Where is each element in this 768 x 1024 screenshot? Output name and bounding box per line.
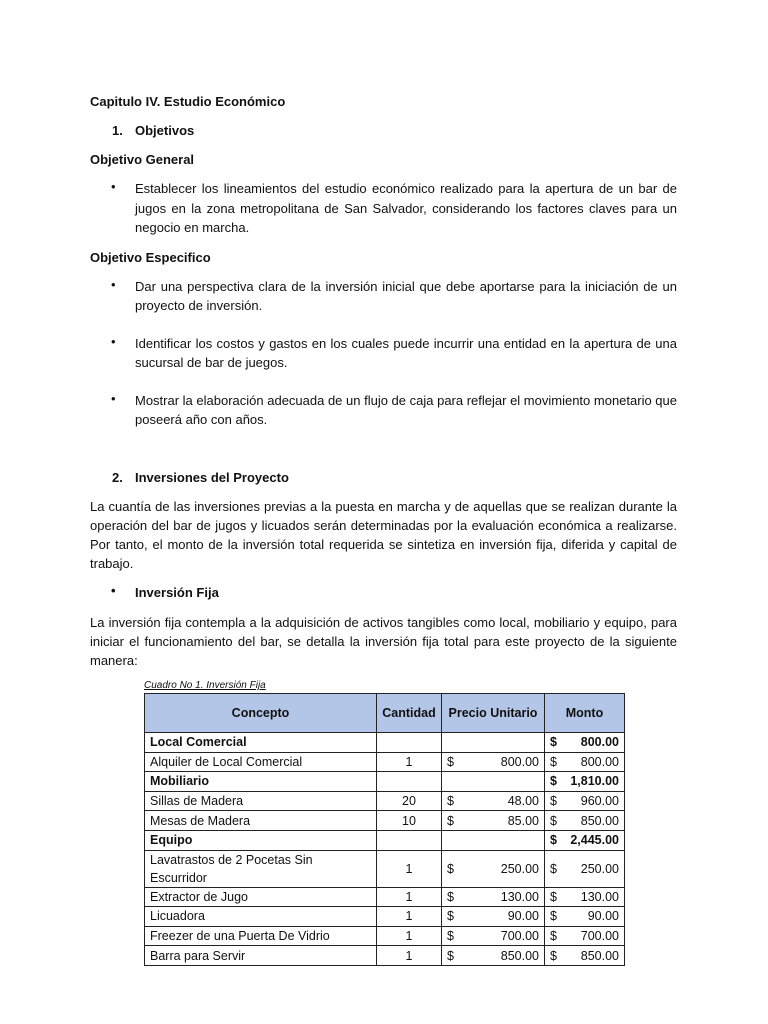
bullet-icon: •: [111, 276, 116, 292]
amount-value: 960.00: [580, 794, 619, 809]
cell-amount: [545, 772, 625, 792]
price-value: 48.00: [507, 794, 539, 809]
amount-value: 90.00: [587, 909, 619, 924]
table-header-row: [145, 694, 625, 733]
list-item: [90, 277, 677, 316]
cell-quantity: 20: [377, 791, 442, 811]
cell-unit-price: [442, 772, 545, 792]
currency-symbol: $: [550, 754, 557, 769]
cell-amount: [545, 926, 625, 946]
cell-unit-price: [442, 850, 545, 887]
currency-symbol: $: [550, 833, 557, 848]
bullet-text: Identificar los costos y gastos en los cuales puede incurrir una entidad en la apertura de una sucursal de bar de juegos.: [135, 335, 677, 370]
section-number: 2.: [112, 469, 123, 485]
cell-concept: Freezer de una Puerta De Vidrio: [145, 926, 377, 946]
bullet-text: Mostrar la elaboración adecuada de un flujo de caja para reflejar el movimiento monetario que poseerá año con años.: [135, 392, 677, 427]
cell-unit-price: [442, 926, 545, 946]
bullet-icon: •: [111, 390, 116, 406]
cell-unit-price: [442, 907, 545, 927]
currency-symbol: $: [550, 889, 557, 904]
table-row: [145, 811, 625, 831]
section-objetivos-heading: [90, 121, 677, 140]
currency-symbol: $: [447, 948, 454, 963]
price-value: 800.00: [500, 754, 539, 769]
currency-symbol: $: [550, 909, 557, 924]
inversiones-intro-paragraph: La cuantía de las inversiones previas a la puesta en marcha y de aquellas que se realizan durante la operación del bar de jugos y licuados serán determinadas por la evaluación económica a realizarse. Por tanto, el monto de la inversión total requerida se sintetiza en inversión fija, diferida y capital de trabajo.: [90, 498, 677, 571]
cell-amount: [545, 791, 625, 811]
header-cantidad: Cantidad: [377, 694, 442, 733]
bullet-text: Dar una perspectiva clara de la inversión inicial que debe aportarse para la iniciación de un proyecto de inversión.: [135, 278, 677, 313]
currency-symbol: $: [550, 929, 557, 944]
table-row: [145, 946, 625, 966]
currency-symbol: $: [550, 774, 557, 789]
price-value: 700.00: [500, 929, 539, 944]
header-monto: Monto: [545, 694, 625, 733]
cell-quantity: [377, 772, 442, 792]
cell-amount: [545, 850, 625, 887]
cell-concept: Lavatrastos de 2 Pocetas Sin Escurridor: [145, 850, 377, 887]
cell-quantity: 1: [377, 946, 442, 966]
inversion-fija-table: [144, 693, 625, 966]
currency-symbol: $: [447, 929, 454, 944]
cell-unit-price: [442, 811, 545, 831]
amount-value: 850.00: [580, 813, 619, 828]
amount-value: 2,445.00: [570, 833, 619, 848]
price-value: 250.00: [500, 861, 539, 876]
currency-symbol: $: [447, 909, 454, 924]
cell-unit-price: [442, 791, 545, 811]
bullet-icon: •: [111, 179, 116, 194]
cell-unit-price: [442, 887, 545, 907]
price-value: 130.00: [500, 889, 539, 904]
currency-symbol: $: [550, 948, 557, 963]
table-row: [145, 907, 625, 927]
price-value: 85.00: [507, 813, 539, 828]
cell-quantity: 1: [377, 926, 442, 946]
table-group-row: [145, 772, 625, 792]
section-inversiones-heading: [90, 468, 677, 487]
cell-concept: Alquiler de Local Comercial: [145, 752, 377, 772]
cell-concept: Equipo: [145, 830, 377, 850]
amount-value: 250.00: [580, 861, 619, 876]
section-title: Inversiones del Proyecto: [135, 469, 289, 485]
inversion-fija-bullet: [90, 583, 677, 603]
currency-symbol: $: [447, 754, 454, 769]
section-title: Objetivos: [135, 123, 195, 138]
cell-unit-price: [442, 946, 545, 966]
list-item: [90, 391, 677, 430]
amount-value: 700.00: [580, 929, 619, 944]
objetivo-especifico-heading: Objetivo Especifico: [90, 249, 211, 265]
amount-value: 800.00: [580, 754, 619, 769]
cell-concept: Mesas de Madera: [145, 811, 377, 831]
header-precio-unitario: Precio Unitario: [442, 694, 545, 733]
section-number: 1.: [112, 123, 123, 138]
header-concepto: Concepto: [145, 694, 377, 733]
cell-concept: Extractor de Jugo: [145, 887, 377, 907]
cell-quantity: 10: [377, 811, 442, 831]
amount-value: 850.00: [580, 948, 619, 963]
chapter-title: Capitulo IV. Estudio Económico: [90, 94, 286, 109]
amount-value: 1,810.00: [570, 774, 619, 789]
cell-unit-price: [442, 830, 545, 850]
table-row: [145, 791, 625, 811]
table-row: [145, 752, 625, 772]
cell-concept: Licuadora: [145, 907, 377, 927]
cell-amount: [545, 752, 625, 772]
table-row: [145, 850, 625, 887]
cell-quantity: 1: [377, 887, 442, 907]
table-group-row: [145, 733, 625, 753]
cell-quantity: 1: [377, 907, 442, 927]
table-row: [145, 887, 625, 907]
price-value: 90.00: [507, 909, 539, 924]
bullet-text: Establecer los lineamientos del estudio económico realizado para la apertura de un bar de jugos en la zona metropolitana de San Salvador, considerando los factores claves para un negocio en marcha.: [135, 181, 677, 235]
objetivo-general-heading: Objetivo General: [90, 152, 195, 167]
cell-amount: [545, 733, 625, 753]
cell-concept: Barra para Servir: [145, 946, 377, 966]
cell-unit-price: [442, 733, 545, 753]
price-value: 850.00: [500, 948, 539, 963]
list-item: [90, 179, 677, 238]
currency-symbol: $: [550, 861, 557, 876]
cell-concept: Mobiliario: [145, 772, 377, 792]
currency-symbol: $: [447, 794, 454, 809]
currency-symbol: $: [550, 794, 557, 809]
cell-quantity: 1: [377, 850, 442, 887]
amount-value: 130.00: [580, 889, 619, 904]
amount-value: 800.00: [580, 735, 619, 750]
currency-symbol: $: [550, 735, 557, 750]
currency-symbol: $: [447, 861, 454, 876]
cell-amount: [545, 811, 625, 831]
cell-amount: [545, 946, 625, 966]
table-body: [145, 733, 625, 966]
cell-amount: [545, 830, 625, 850]
cell-amount: [545, 887, 625, 907]
cell-concept: Sillas de Madera: [145, 791, 377, 811]
currency-symbol: $: [447, 889, 454, 904]
cell-quantity: 1: [377, 752, 442, 772]
list-item: [90, 334, 677, 373]
inversion-fija-paragraph: La inversión fija contempla a la adquisición de activos tangibles como local, mobiliario y equipo, para iniciar el funcionamiento del bar, se detalla la inversión fija total para este proyecto de la siguiente manera:: [90, 615, 677, 668]
currency-symbol: $: [447, 813, 454, 828]
bullet-icon: •: [111, 333, 116, 349]
currency-symbol: $: [550, 813, 557, 828]
table-group-row: [145, 830, 625, 850]
table-row: [145, 926, 625, 946]
bullet-text: Inversión Fija: [135, 584, 219, 600]
bullet-icon: •: [111, 582, 116, 598]
cell-quantity: [377, 733, 442, 753]
cell-concept: Local Comercial: [145, 733, 377, 753]
cell-unit-price: [442, 752, 545, 772]
cell-amount: [545, 907, 625, 927]
cell-quantity: [377, 830, 442, 850]
table-caption: Cuadro No 1. Inversión Fija: [144, 680, 266, 691]
document-content: [90, 92, 677, 966]
